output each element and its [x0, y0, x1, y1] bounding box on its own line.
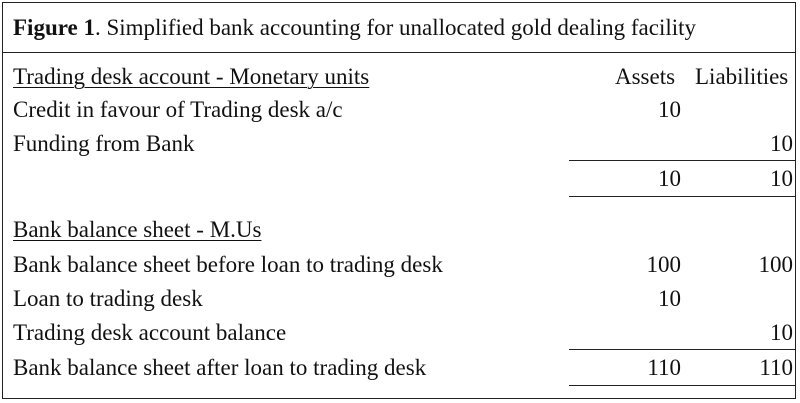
row-label: Funding from Bank [13, 131, 195, 156]
trading-desk-total-row [3, 162, 795, 196]
bank-balance-heading: Bank balance sheet - M.Us [13, 217, 262, 242]
row-label: Bank balance sheet after loan to trading desk [13, 355, 427, 380]
table-row [3, 127, 795, 161]
table-row [3, 248, 795, 282]
row-label: Trading desk account balance [13, 320, 287, 345]
row-label: Bank balance sheet before loan to trading desk [13, 252, 443, 277]
assets-value: 10 [658, 97, 681, 122]
assets-total: 10 [658, 166, 681, 191]
total-rule [569, 385, 795, 386]
subtotal-rule [569, 349, 795, 350]
figure-table [2, 2, 796, 399]
total-rule [569, 196, 795, 197]
trading-desk-heading-row [3, 60, 795, 94]
assets-value: 110 [647, 355, 681, 380]
liabilities-value: 10 [770, 320, 793, 345]
figure-title-text: . Simplified bank accounting for unallocated gold dealing facility [94, 15, 697, 40]
bank-balance-heading-row [3, 213, 795, 247]
table-row [3, 93, 795, 127]
trading-desk-heading: Trading desk account - Monetary units [13, 64, 370, 89]
table-row [3, 282, 795, 316]
table-row [3, 316, 795, 350]
liabilities-value: 110 [759, 355, 793, 380]
assets-column-header: Assets [615, 64, 676, 89]
assets-value: 10 [658, 286, 681, 311]
liabilities-value: 10 [770, 131, 793, 156]
row-label: Loan to trading desk [13, 286, 203, 311]
figure-title-label: Figure 1 [13, 15, 95, 40]
liabilities-column-header: Liabilities [695, 64, 789, 89]
title-divider [3, 52, 795, 53]
subtotal-rule [569, 160, 795, 161]
row-label: Credit in favour of Trading desk a/c [13, 97, 343, 122]
table-row [3, 351, 795, 385]
figure-title [13, 13, 696, 43]
liabilities-value: 100 [758, 252, 793, 277]
liabilities-total: 10 [770, 166, 793, 191]
assets-value: 100 [646, 252, 681, 277]
